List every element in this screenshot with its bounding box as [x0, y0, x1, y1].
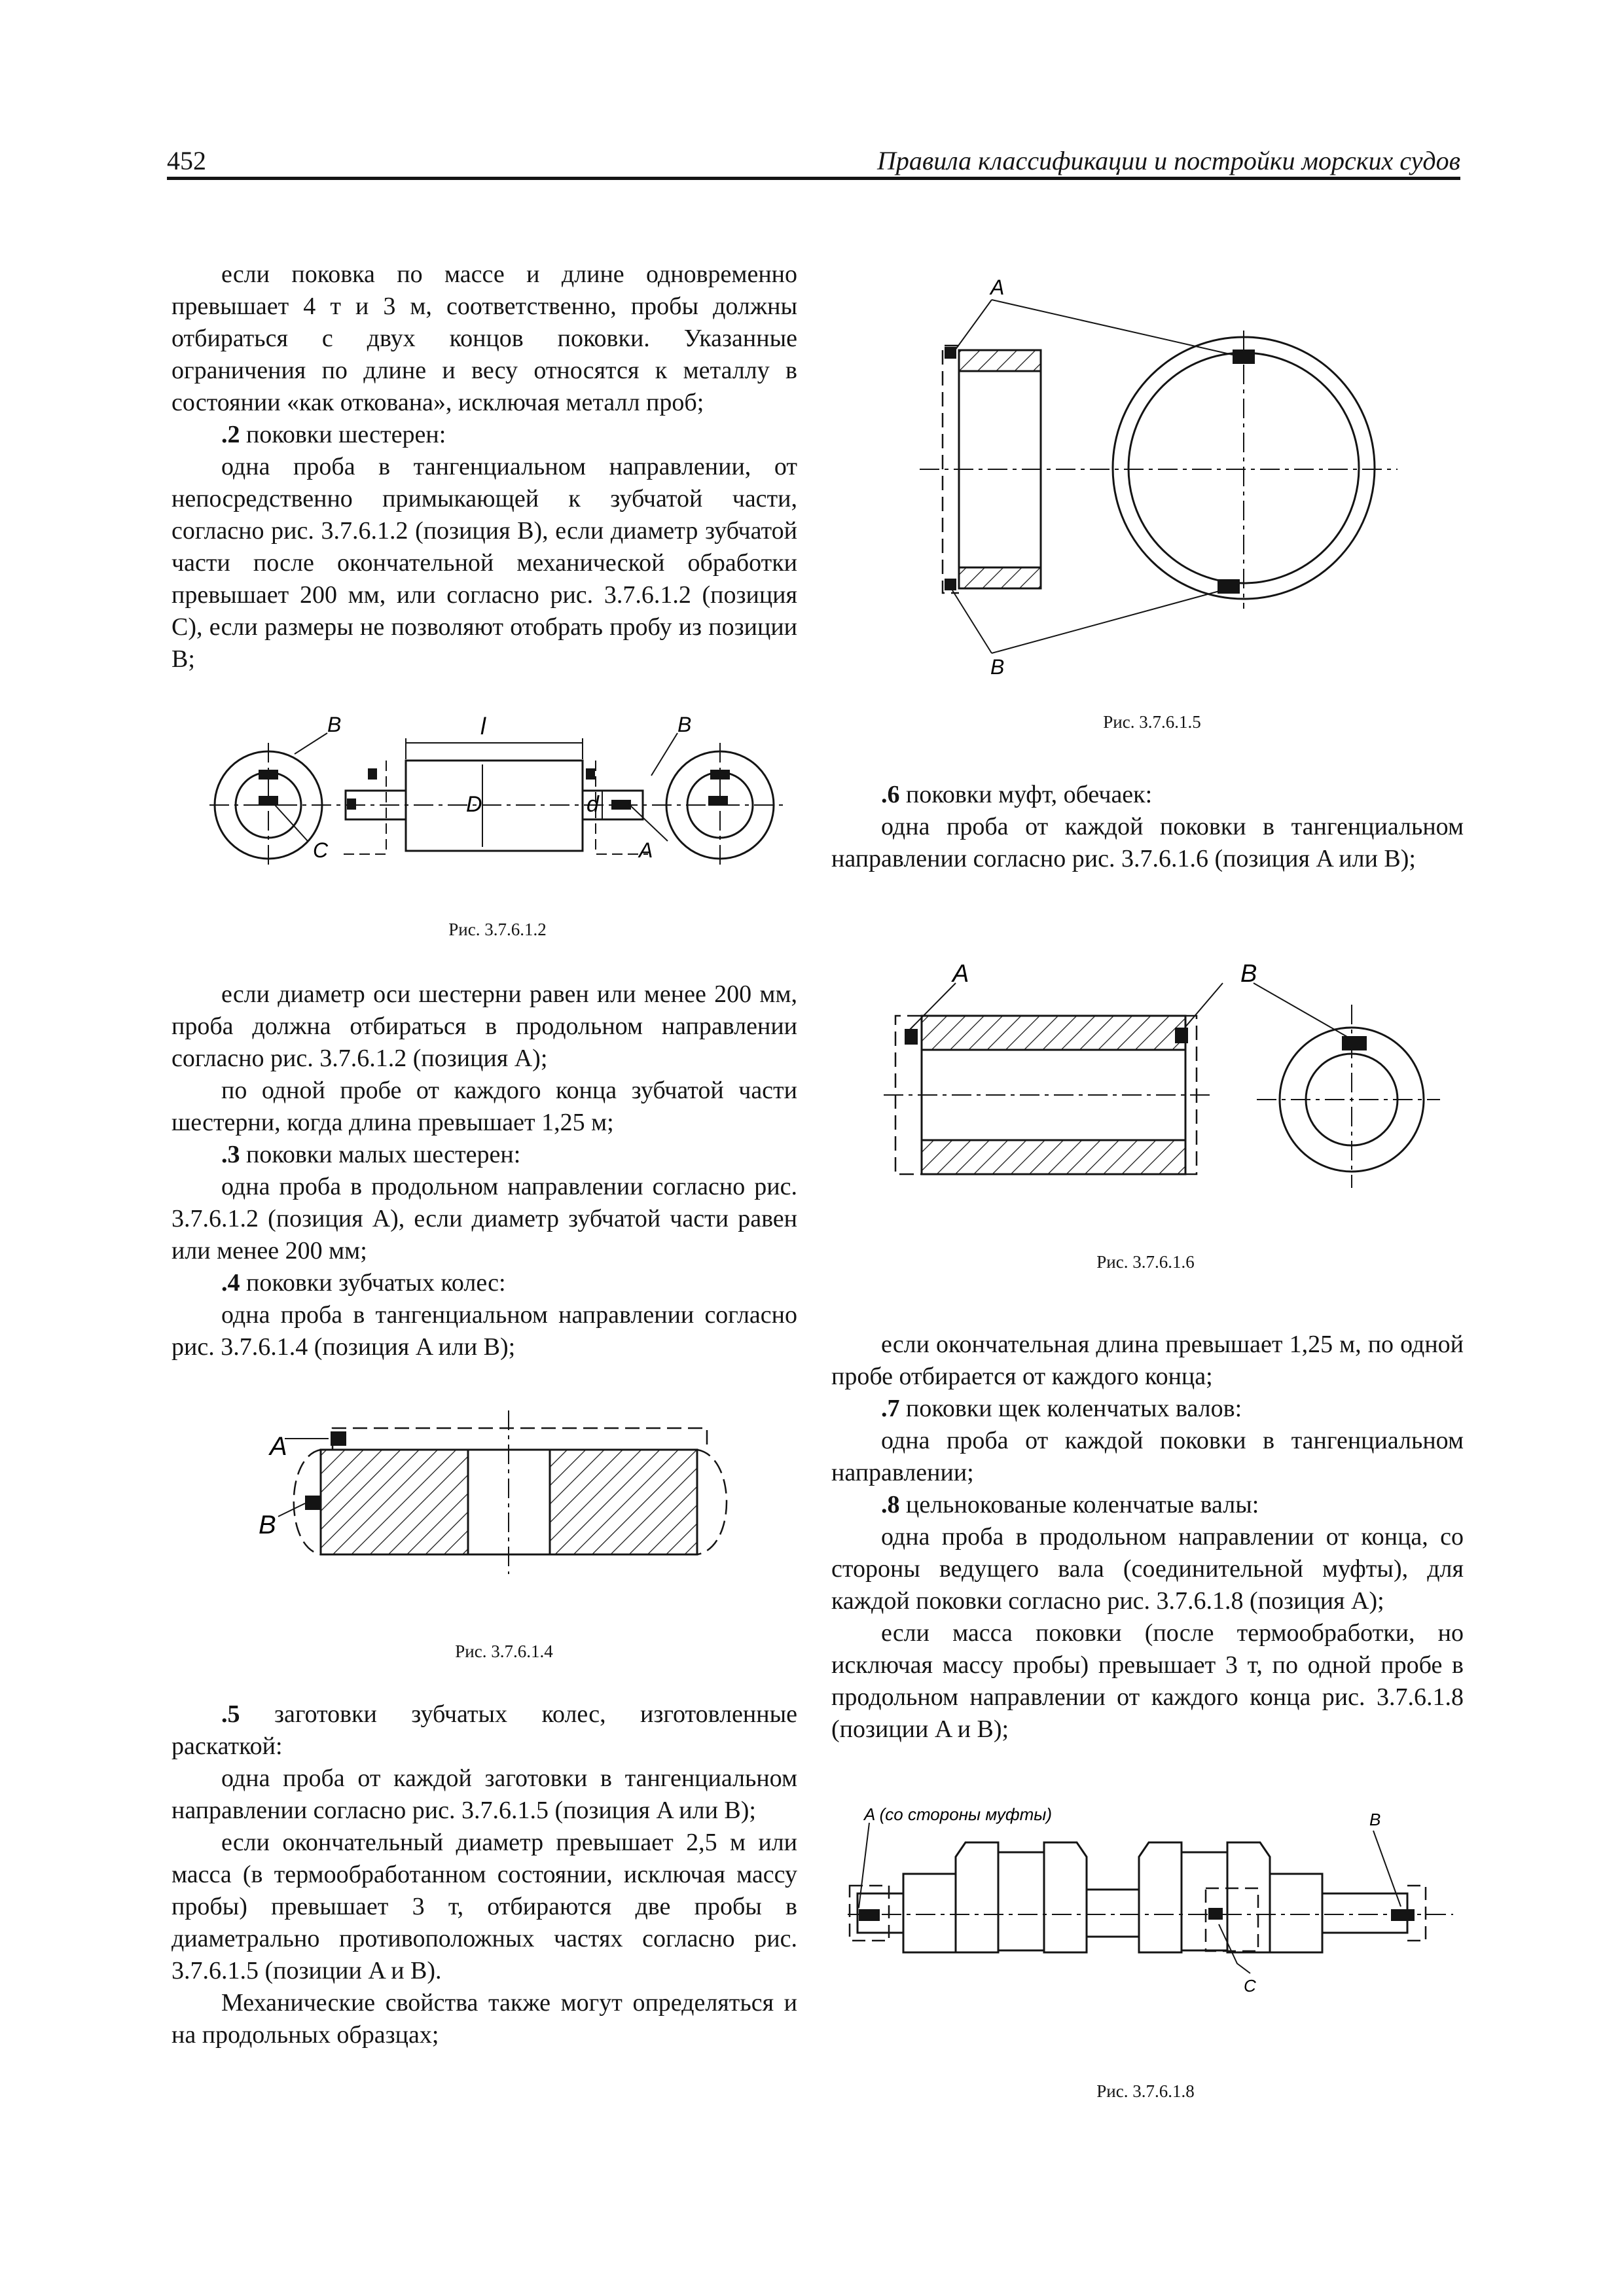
label-A: A: [639, 838, 653, 862]
figure-3-7-6-1-6: [877, 956, 1453, 1204]
item-number: .6: [881, 781, 900, 808]
figure-3-7-6-1-5: [913, 268, 1463, 687]
label-B-left: B: [327, 713, 342, 736]
page-number: 452: [167, 146, 206, 175]
item-heading: поковки муфт, обечаек:: [899, 781, 1153, 808]
label-B: B: [1240, 960, 1257, 988]
label-d: d: [586, 792, 599, 817]
left-block-2: [171, 978, 797, 1363]
item-heading: поковки щек коленчатых валов:: [899, 1395, 1242, 1422]
paragraph: [171, 1698, 797, 1763]
paragraph: по одной пробе от каждого конца зубчатой части шестерни, когда длина превышает 1,25 м;: [171, 1077, 797, 1136]
paragraph: одна проба в тангенциальном направлении, от непосредственно примыкающей к зубчатой части, согласно рис. 3.7.6.1.2 (позиция B), если диаметр зубчатой части после окончательной механической обработки превышает 200 мм, или согласно рис. 3.7.6.1.2 (позиция C), если размеры не позволяют отобрать пробу из позиции B;: [171, 453, 797, 673]
figure-3-7-6-1-8: [844, 1797, 1460, 2032]
label-C: C: [1244, 1976, 1256, 1996]
label-C: C: [313, 838, 329, 862]
paragraph: [831, 1393, 1464, 1425]
paragraph: одна проба в продольном направлении согласно рис. 3.7.6.1.2 (позиция A), если диаметр зубчатой части равен или менее 200 мм;: [171, 1173, 797, 1265]
label-D: D: [466, 792, 482, 817]
paragraph: Механические свойства также могут определяться и на продольных образцах;: [171, 1989, 797, 2049]
left-block-1: [171, 259, 797, 675]
item-heading: поковки шестерен:: [240, 421, 446, 448]
paragraph: [831, 779, 1464, 811]
item-number: .8: [881, 1491, 900, 1518]
paragraph: [171, 419, 797, 451]
right-block-2: [831, 1329, 1464, 1746]
paragraph: одна проба от каждой заготовки в тангенциальном направлении согласно рис. 3.7.6.1.5 (позиция A или B);: [171, 1765, 797, 1824]
caption-fig5: Рис. 3.7.6.1.5: [1103, 712, 1201, 732]
item-number: .5: [221, 1700, 240, 1728]
figure-3-7-6-1-2: [196, 713, 805, 884]
item-heading: заготовки зубчатых колес, изготовленные раскаткой:: [171, 1700, 797, 1760]
caption-fig6: Рис. 3.7.6.1.6: [1096, 1252, 1195, 1272]
label-A: A: [990, 276, 1005, 299]
paragraph: если масса поковки (после термообработки, но исключая массу пробы) превышает 3 т, по одной пробе в продольном направлении от каждого конца рис. 3.7.6.1.8 (позиции A и B);: [831, 1619, 1464, 1743]
paragraph: [831, 1489, 1464, 1521]
header-rule: [167, 177, 1460, 180]
paragraph: если диаметр оси шестерни равен или менее 200 мм, проба должна отбираться в продольном направлении согласно рис. 3.7.6.1.2 (позиция A);: [171, 980, 797, 1072]
label-A: A: [952, 960, 969, 988]
paragraph: одна проба в тангенциальном направлении согласно рис. 3.7.6.1.4 (позиция A или B);: [171, 1301, 797, 1361]
item-number: .3: [221, 1141, 240, 1168]
item-heading: поковки зубчатых колес:: [240, 1269, 506, 1297]
label-l: l: [480, 713, 486, 740]
figure-3-7-6-1-4: [249, 1397, 766, 1594]
item-heading: поковки малых шестерен:: [240, 1141, 521, 1168]
paragraph: если окончательный диаметр превышает 2,5 м или масса (в термообработанном состоянии, исключая массу пробы) превышает 3 т, отбираются две пробы в диаметрально противоположных частях согласно рис. 3.7.6.1.5 (позиции A и B).: [171, 1829, 797, 1984]
paragraph: одна проба в продольном направлении от конца, со стороны ведущего вала (соединительной муфты), для каждой поковки согласно рис. 3.7.6.1.8 (позиция A);: [831, 1523, 1464, 1615]
running-title: Правила классификации и постройки морских судов: [876, 146, 1460, 175]
label-A: A: [270, 1432, 287, 1461]
item-number: .4: [221, 1269, 240, 1297]
paragraph: [171, 1267, 797, 1299]
left-block-3: [171, 1698, 797, 2051]
label-B-right: B: [677, 713, 692, 736]
paragraph: если окончательная длина превышает 1,25 м, по одной пробе отбирается от каждого конца;: [831, 1331, 1464, 1390]
label-B: B: [990, 655, 1005, 679]
item-heading: цельнокованые коленчатые валы:: [899, 1491, 1259, 1518]
item-number: .2: [221, 421, 240, 448]
item-number: .7: [881, 1395, 900, 1422]
right-block-1: [831, 779, 1464, 875]
caption-fig2: Рис. 3.7.6.1.2: [448, 920, 547, 939]
caption-fig8: Рис. 3.7.6.1.8: [1096, 2081, 1195, 2101]
label-B: B: [1369, 1810, 1381, 1829]
paragraph: если поковка по массе и длине одновременно превышает 4 т и 3 м, соответственно, пробы должны отбираться с двух концов поковки. Указанные ограничения по длине и весу относятся к металлу в состоянии «как откована», исключая металл проб;: [171, 260, 797, 416]
paragraph: одна проба от каждой поковки в тангенциальном направлении;: [831, 1427, 1464, 1486]
caption-fig4: Рис. 3.7.6.1.4: [455, 1641, 553, 1661]
label-A: A (со стороны муфты): [864, 1804, 1053, 1824]
paragraph: одна проба от каждой поковки в тангенциальном направлении согласно рис. 3.7.6.1.6 (позиция A или B);: [831, 813, 1464, 872]
label-B: B: [259, 1511, 276, 1539]
paragraph: [171, 1139, 797, 1171]
